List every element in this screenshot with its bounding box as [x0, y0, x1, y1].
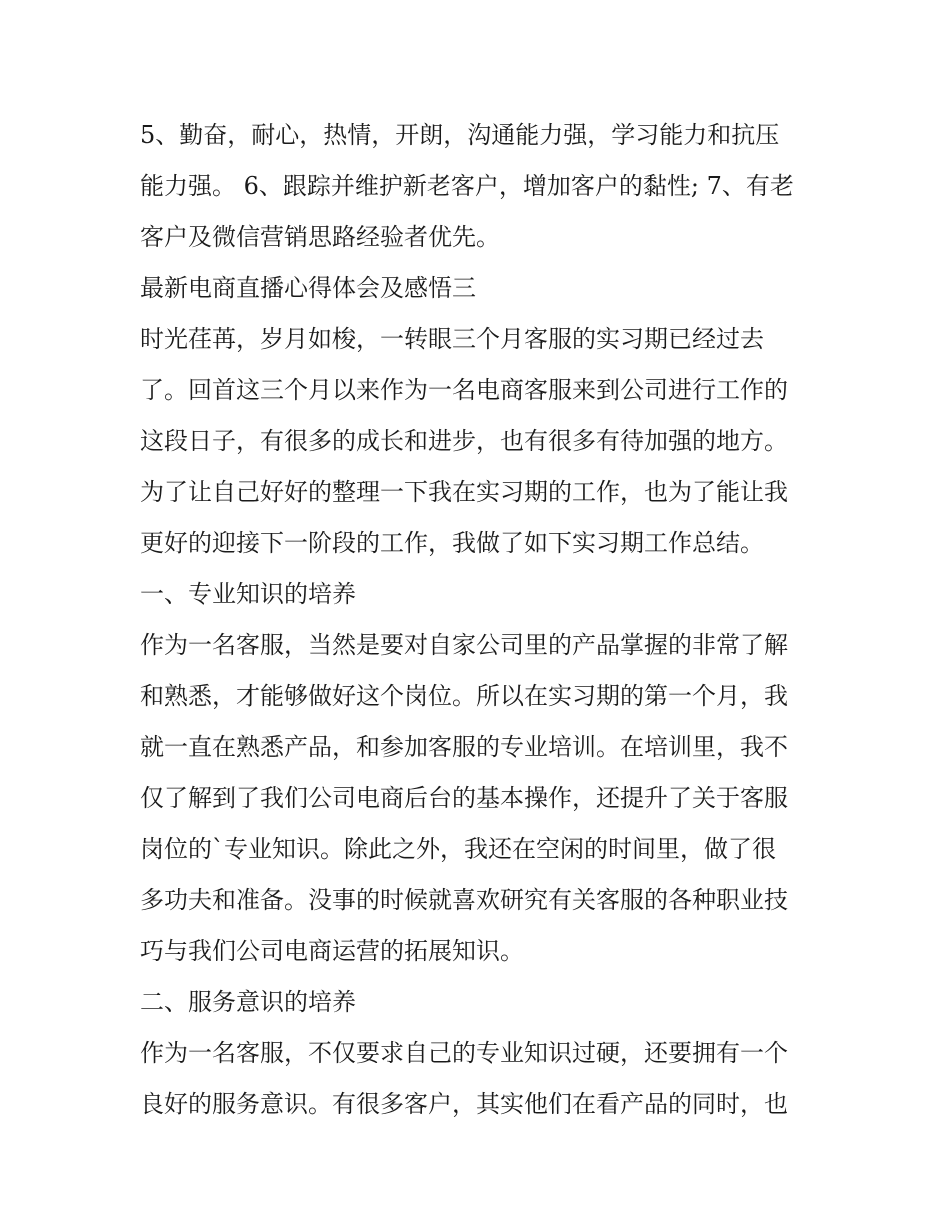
- document-body: [140, 110, 820, 1130]
- text-line: 时光荏苒，岁月如梭，一转眼三个月客服的实习期已经过去: [140, 325, 764, 353]
- section-heading: 一、专业知识的培养: [140, 580, 356, 608]
- text-line: 更好的迎接下一阶段的工作，我做了如下实习期工作总结。: [140, 529, 764, 557]
- text-line: 仅了解到了我们公司电商后台的基本操作，还提升了关于客服: [140, 784, 788, 812]
- text-line: 多功夫和准备。没事的时候就喜欢研究有关客服的各种职业技: [140, 886, 788, 914]
- text-line: 巧与我们公司电商运营的拓展知识。: [140, 937, 524, 965]
- text-line: 了。回首这三个月以来作为一名电商客服来到公司进行工作的: [140, 376, 788, 404]
- text-line: 客户及微信营销思路经验者优先。: [140, 223, 500, 251]
- text-line: 5、勤奋，耐心，热情，开朗，沟通能力强，学习能力和抗压: [140, 121, 780, 149]
- text-line: 良好的服务意识。有很多客户，其实他们在看产品的同时，也: [140, 1090, 788, 1118]
- text-line: 岗位的`专业知识。除此之外，我还在空闲的时间里，做了很: [140, 835, 776, 863]
- text-line: 和熟悉，才能够做好这个岗位。所以在实习期的第一个月，我: [140, 682, 788, 710]
- text-line: 作为一名客服，不仅要求自己的专业知识过硬，还要拥有一个: [140, 1039, 788, 1067]
- text-line: 就一直在熟悉产品，和参加客服的专业培训。在培训里，我不: [140, 733, 788, 761]
- text-line: 能力强。 6、跟踪并维护新老客户，增加客户的黏性; 7、有老: [140, 172, 794, 200]
- text-line: 为了让自己好好的整理一下我在实习期的工作，也为了能让我: [140, 478, 788, 506]
- text-line: 这段日子，有很多的成长和进步，也有很多有待加强的地方。: [140, 427, 788, 455]
- text-line: 作为一名客服，当然是要对自家公司里的产品掌握的非常了解: [140, 631, 788, 659]
- section-heading: 最新电商直播心得体会及感悟三: [140, 274, 476, 302]
- section-heading: 二、服务意识的培养: [140, 988, 356, 1016]
